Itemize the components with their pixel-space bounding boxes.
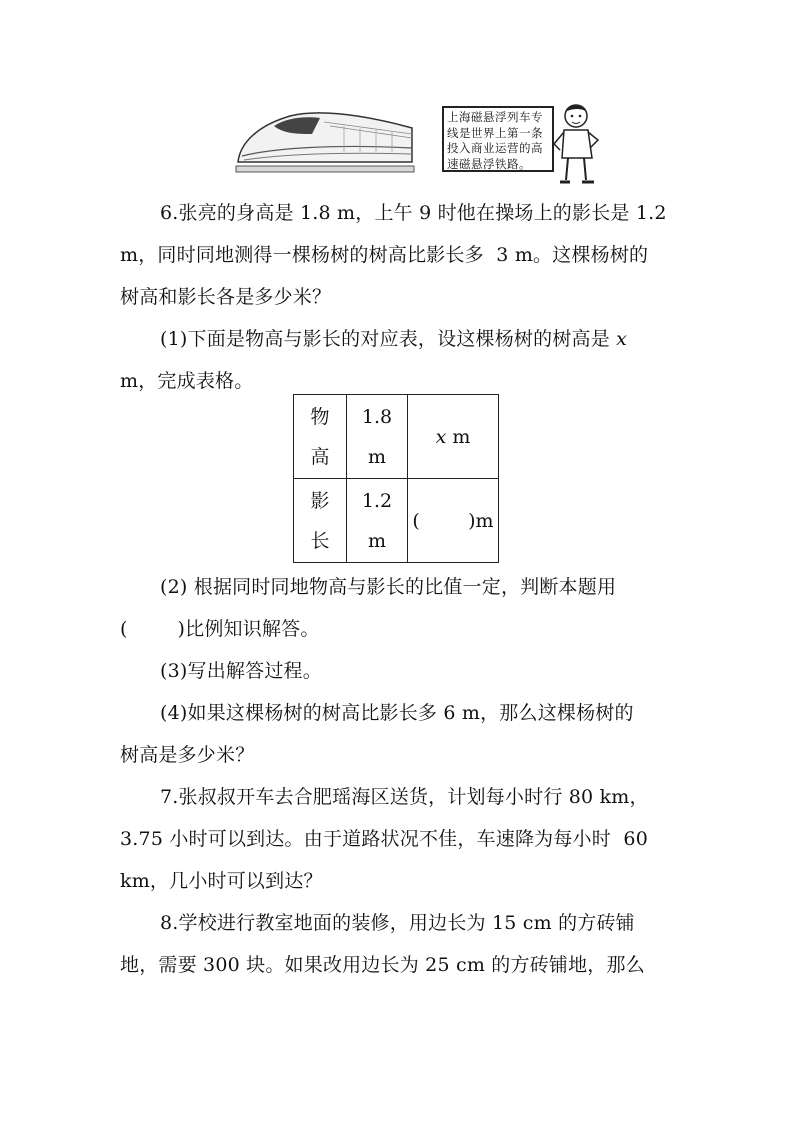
speech-bubble: 上海磁悬浮列车专线是世界上第一条投入商业运营的高速磁悬浮铁路。 xyxy=(442,106,554,172)
cell-label-shadow: 影 长 xyxy=(294,479,347,563)
q8-line-2: 地，需要 300 块。如果改用边长为 25 cm 的方砖铺地，那么 xyxy=(120,954,645,976)
cell-tree-shadow-blank[interactable]: ( )m xyxy=(408,479,499,563)
q6-part1-line-2: m，完成表格。 xyxy=(120,370,254,392)
q6-part2-line-2: ( )比例知识解答。 xyxy=(120,618,320,640)
q6-line-3: 树高和影长各是多少米？ xyxy=(120,286,332,308)
q6-part4-line-1: (4)如果这棵杨树的树高比影长多 6 m，那么这棵杨树的 xyxy=(160,702,634,724)
cartoon-boy-illustration xyxy=(552,100,604,186)
height-shadow-table xyxy=(293,394,499,563)
q7-line-1: 7.张叔叔开车去合肥瑶海区送货，计划每小时行 80 km， xyxy=(160,786,649,808)
cell-label-height: 物 高 xyxy=(294,395,347,479)
q7-line-3: km，几小时可以到达？ xyxy=(120,870,323,892)
table-row-height xyxy=(294,395,499,479)
q6-part4-line-2: 树高是多少米？ xyxy=(120,744,255,766)
table-row-shadow xyxy=(294,479,499,563)
maglev-train-illustration xyxy=(234,104,416,176)
q6-part1-variable: x xyxy=(616,328,628,350)
q8-line-1: 8.学校进行教室地面的装修，用边长为 15 cm 的方砖铺 xyxy=(160,912,635,934)
q6-line-1: 6.张亮的身高是 1.8 m，上午 9 时他在操场上的影长是 1.2 xyxy=(160,202,667,224)
cell-height-value: 1.8 m xyxy=(347,395,408,479)
q6-part3: (3)写出解答过程。 xyxy=(160,660,322,682)
q6-part1-text: (1)下面是物高与影长的对应表，设这棵杨树的树高是 xyxy=(160,328,617,350)
q6-part1-line-1 xyxy=(160,324,627,351)
cell-tree-height: x m xyxy=(408,395,499,479)
q7-line-2: 3.75 小时可以到达。由于道路状况不佳，车速降为每小时 60 xyxy=(120,828,649,850)
q6-line-2: m，同时同地测得一棵杨树的树高比影长多 3 m。这棵杨树的 xyxy=(120,244,649,266)
q6-part2-line-1: (2) 根据同时同地物高与影长的比值一定，判断本题用 xyxy=(160,576,617,598)
cell-shadow-value: 1.2 m xyxy=(347,479,408,563)
